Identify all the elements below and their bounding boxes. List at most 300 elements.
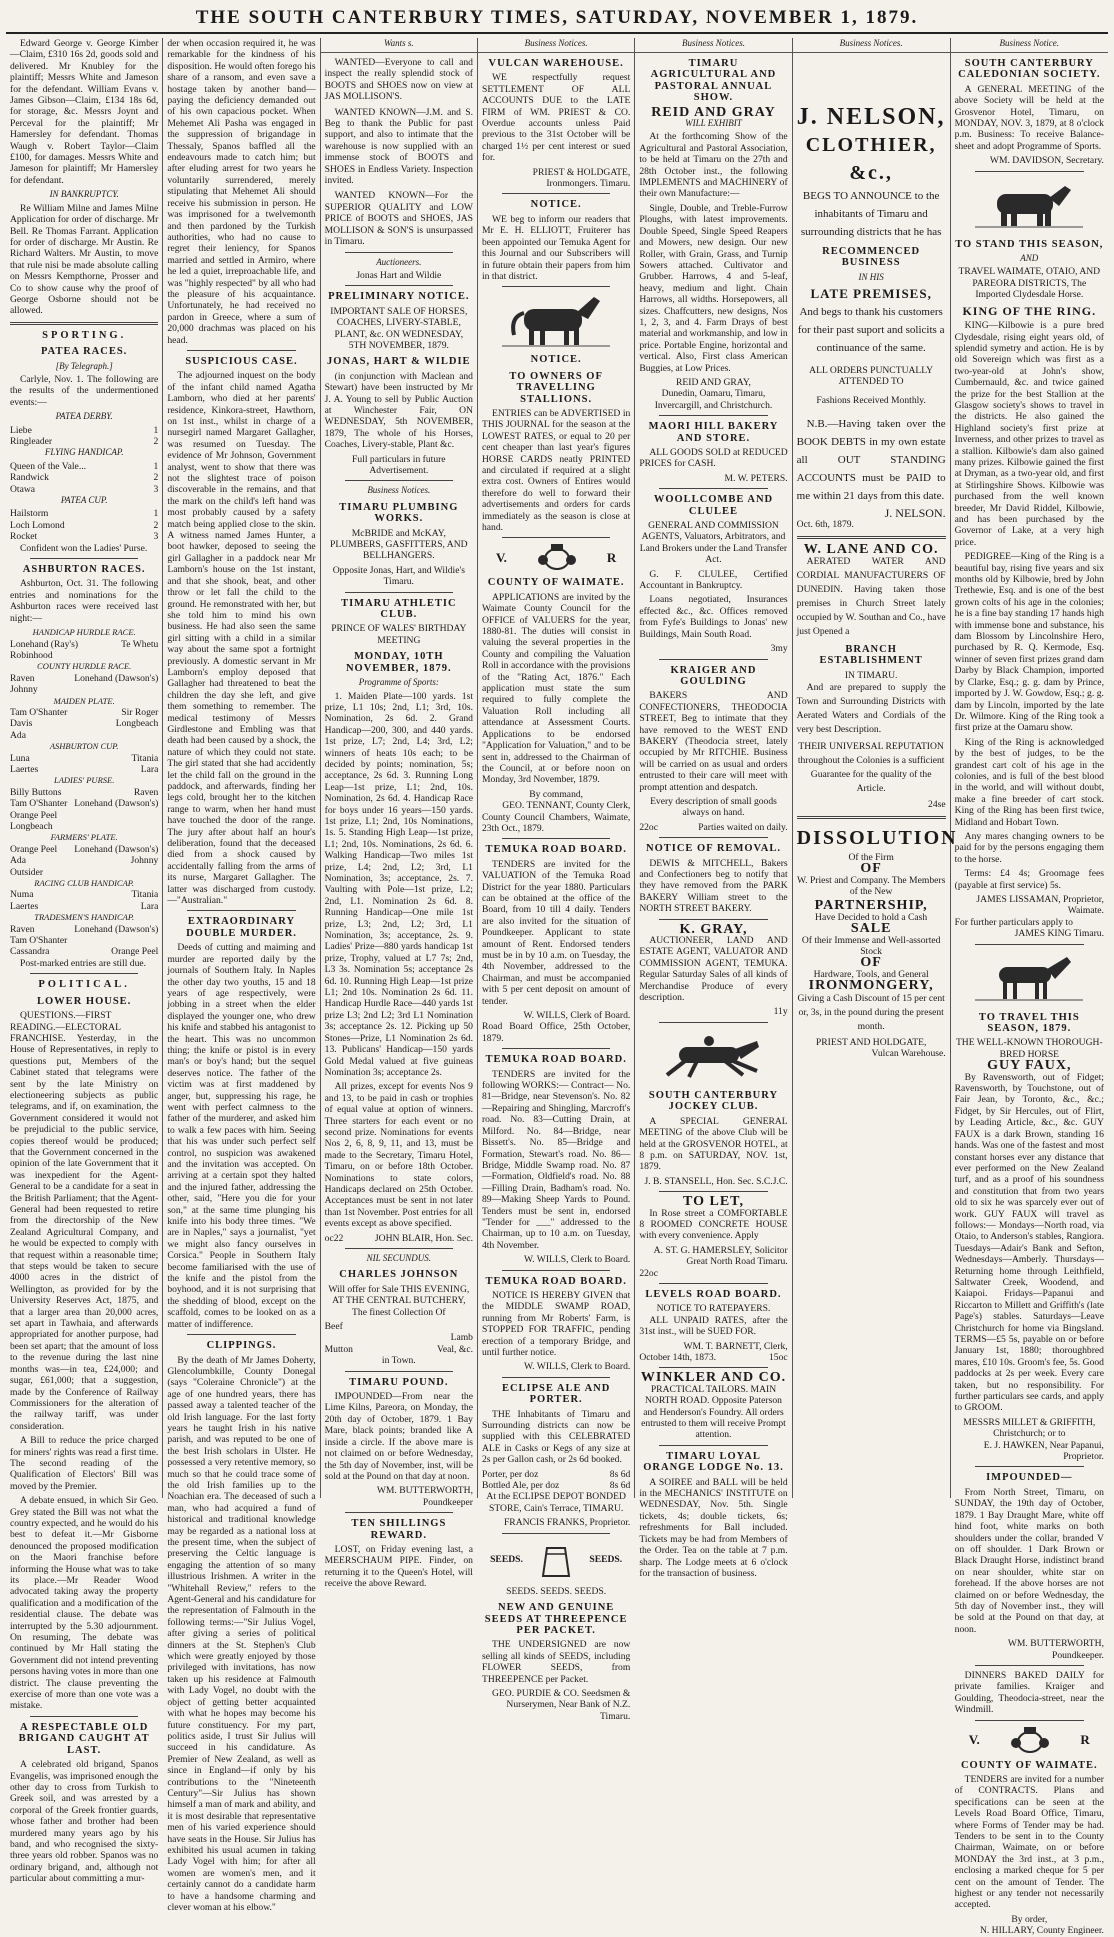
result-right: Lara xyxy=(140,763,159,775)
result-left: Porter, per doz xyxy=(481,1468,539,1480)
result-left: Johnny xyxy=(10,684,38,696)
crest-2 xyxy=(955,1725,1104,1755)
stallions-text: ENTRIES can be ADVERTISED in THIS JOURNAL for the season at the LOWEST RATES, or equal to 20 per cent cheaper than last year's figures HORSE CARDS neatly PRINTED and circulated if required at a slight extra cost. Owners of Entires would therefore do well to forward their advertisements and orders for cards immediately as the season is close at hand. xyxy=(481,407,631,533)
bankruptcy-heading: IN BANKRUPTCY. xyxy=(49,189,119,200)
lost-pipe-text: LOST, on Friday evening last, a MEERSCHAUM PIPE. Finder, on returning it to the Queen's Hotel, will receive the above Reward. xyxy=(324,1543,473,1590)
mares-text: Any mares changing owners to be paid for by the persons engaging them to the horse. xyxy=(954,830,1104,865)
debate-text: A debate ensued, in which Sir Geo. Grey stated the Bill was not what the country expected, and he would do his best to defeat it.—Mr Gisborne denounced the proposed modification on the Maori franchise before informing the House what was to take its place.—Mr Reader Wood advocated taking away the property qualification and a modification of the residential clause. The debate was interrupted by the 5.30 adjournment. On resuming, The debate was continued by Mr Hall stating the Government did not intend preventing persons having votes in more than one district. The clause preventing the exercise of more than one vote was a mistake. xyxy=(10,1495,159,1712)
result-right: Lamb xyxy=(450,1332,473,1344)
travel-districts: TRAVEL WAIMATE, OTAIO, AND PAREORA DISTRICTS, The Imported Clydesdale Horse. xyxy=(958,266,1101,301)
result-row xyxy=(10,472,158,483)
temuka-heading-2: TEMUKA ROAD BOARD. xyxy=(485,1054,627,1066)
result-row xyxy=(10,461,158,472)
flying-handicap: FLYING HANDICAP. xyxy=(44,447,124,458)
result-row xyxy=(10,436,158,447)
result-row xyxy=(10,775,158,786)
result-left: Orange Peel xyxy=(10,843,58,855)
divider xyxy=(345,1371,453,1372)
divider xyxy=(187,910,295,911)
result-left: HANDICAP HURDLE RACE. xyxy=(32,627,136,638)
mcbride-mckay: McBRIDE and McKAY, PLUMBERS, GASFITTERS, AND BELLHANGERS. xyxy=(330,527,468,562)
of-2: OF xyxy=(860,955,882,971)
result-left: Laertes xyxy=(10,763,39,775)
result-right: Te Whetu xyxy=(121,638,159,650)
result-row xyxy=(325,1321,473,1332)
result-row xyxy=(325,1332,473,1343)
result-row xyxy=(10,810,158,821)
result-right: Longbeach xyxy=(115,718,159,730)
hillary: N. HILLARY, County Engineer. xyxy=(979,1925,1104,1937)
lane-code: 24se xyxy=(928,799,946,811)
result-row xyxy=(10,821,158,832)
lodge-text: A SOIREE and BALL will be held in the MECHANICS' INSTITUTE on WEDNESDAY, Nov. 5th. Single tickets, 4s; double tickets, 6s; refreshments for Ball included. Tickets may be had from Members of the Order. Tea on the table at 7 p.m. sharp. The Lodge meets at 6 o'clock for the transaction of business. xyxy=(639,1476,788,1579)
patea-heading: PATEA RACES. xyxy=(41,346,128,358)
sale-text: IMPORTANT SALE OF HORSES, COACHES, LIVERY-STABLE, PLANT, &c. ON WEDNESDAY, 5TH NOVEMBER, 1879. xyxy=(330,305,468,351)
levels-road-board: LEVELS ROAD BOARD. xyxy=(645,1288,782,1300)
will-exhibit: WILL EXHIBIT xyxy=(685,118,742,129)
seeds-repeat: SEEDS. SEEDS. SEEDS. xyxy=(506,1585,607,1597)
patea-intro: Carlyle, Nov. 1. The following are the results of the undermentioned events:— xyxy=(10,373,159,408)
wc-code: 3my xyxy=(770,643,788,655)
maori-hill: MAORI HILL BAKERY AND STORE. xyxy=(648,421,779,444)
orange-lodge: TIMARU LOYAL ORANGE LODGE No. 13. xyxy=(643,1450,784,1474)
charles-johnson: CHARLES JOHNSON xyxy=(339,1269,459,1281)
nil-secundus: NIL SECUNDUS. xyxy=(366,1253,431,1263)
gray-name: K. GRAY, xyxy=(679,921,748,937)
notice-heading-2: NOTICE. xyxy=(530,354,582,366)
result-left: Orange Peel xyxy=(10,809,58,821)
to-let-text: In Rose street a COMFORTABLE 8 ROOMED CONCRETE HOUSE with every convenience. Apply xyxy=(639,1207,788,1242)
priest-holdgate: PRIEST & HOLDGATE, Ironmongers. Timaru. xyxy=(532,166,631,190)
caledonian-text: A GENERAL MEETING of the above Society will be held at the Grosvenor Hotel, Timaru, on MONDAY, NOV. 3, 1879, at 8 o'clock p.m. Business: To receive Balance-sheet and adopt Programme of Sports. xyxy=(954,83,1104,152)
divider xyxy=(345,1512,453,1513)
ad-code: oc22 xyxy=(324,1232,344,1244)
preliminary-notice: PRELIMINARY NOTICE. xyxy=(328,291,470,303)
eclipse-heading: ECLIPSE ALE AND PORTER. xyxy=(501,1382,611,1406)
column-heading: Business Notices. xyxy=(793,38,950,53)
result-row xyxy=(10,889,158,900)
divider xyxy=(975,171,1084,172)
priest-holdgate-sign: PRIEST AND HOLDGATE, xyxy=(815,1036,927,1048)
column-3 xyxy=(321,38,478,1590)
divider xyxy=(30,973,138,974)
result-row xyxy=(482,1469,630,1480)
wc-text: GENERAL AND COMMISSION AGENTS, Valuators, Arbitrators, and Land Brokers under the Land Transfer Act. xyxy=(639,520,788,566)
reward-heading: TEN SHILLINGS REWARD. xyxy=(351,1518,447,1541)
guy-faux: GUY FAUX, xyxy=(987,1058,1072,1074)
blair-name: JOHN BLAIR, Hon. Sec. xyxy=(374,1232,473,1244)
royal-crest-icon xyxy=(1008,1725,1052,1755)
impounded-text: IMPOUNDED—From near the Lime Kilns, Pareora, on Monday, the 20th day of October, 1879. 1 Bay Mare, black points; branded like A inside a circle. If the above mare is not claimed on or before Wednesday, the 5th day of November, inst, will be sold at the Pound on that day at noon. xyxy=(324,1391,473,1482)
column-heading: Business Notices. xyxy=(635,38,791,53)
suspicious-text: The adjourned inquest on the body of the infant child named Agatha Lamborn, who died at her parents' residence, Kinkora-street, Hawthorn, on 1st inst., whilst in charge of a nursegirl named Margaret Gallagher, was resumed on Tuesday. The evidence of Mr Johnson, Government analyst, went to show that there was not the slightest trace of poison discoverable in the remains, and that the mark on the child's left hand was most probably caused by a safety match being applied close to the skin. A witness named James Hunter, a boot hawker, deposed to seeing the girl Gallagher in a paddock near Mr Lamborn's house on the 1st instant, and that she shook, beat, and other throw or let fall the child to the ground. He remonstrated with her, but she told him to mind his own business. He had also seen the same girl sitting with a child in a similar way about the same spot a fortnight previously. A domestic servant in Mr Lamborn's employ deposed that Gallagher had threatened to beat the children the day she left, and give them something to remember. The medical testimony of Messrs Girdlestone and Embling was that death had been caused by a shock, the nature of which they could not state. The girl stated that she had accidently let the child fall on the ground in the paddock, and afterwards, finding her legs cold, brought her to the kitchen range to warm, when her hand must have touched the door of the range. The jury after about half an hour's deliberation, found that the deceased died from a shock caused by accidentally falling from the arms of its nurse, Margaret Gallagher. The latter was discharged from custody.—"Australian." xyxy=(167,370,316,907)
result-row xyxy=(10,901,158,912)
crest-letter-r: R xyxy=(1080,1731,1090,1747)
result-right: 1 xyxy=(153,460,159,472)
butterworth: WM. BUTTERWORTH, Poundkeeper. xyxy=(1007,1638,1104,1661)
column-5 xyxy=(635,38,792,1579)
late-premises: LATE PREMISES, xyxy=(810,286,932,302)
result-left: Ringleader xyxy=(10,436,53,447)
wills-3: W. WILLS, Clerk to Board. xyxy=(523,1361,631,1373)
of-the-firm: Of the Firm xyxy=(848,851,894,863)
franks: FRANCIS FRANKS, Proprietor. xyxy=(503,1517,631,1529)
winkler-text: PRACTICAL TAILORS. MAIN NORTH ROAD. Opposite Paterson and Henderson's Foundry. All orders entrusted to them will receive Prompt attention. xyxy=(641,1383,786,1441)
result-row xyxy=(10,718,158,729)
suspicious-heading: SUSPICIOUS CASE. xyxy=(185,355,298,367)
flying-results xyxy=(10,461,158,495)
divider xyxy=(345,592,453,593)
result-row xyxy=(10,684,158,695)
result-row xyxy=(10,787,158,798)
result-row xyxy=(10,508,158,519)
divider xyxy=(659,837,767,838)
seeds-text: THE UNDERSIGNED are now selling all kinds of SEEDS, including FLOWER SEEDS, from THREEPENCE per Packet. xyxy=(481,1639,631,1685)
cup-results xyxy=(10,508,158,542)
agricultural-show: TIMARU AGRICULTURAL AND PASTORAL ANNUAL SHOW. xyxy=(650,58,777,104)
auctioneers-heading: Auctioneers. xyxy=(376,256,422,267)
result-row xyxy=(10,867,158,878)
result-left: Ada xyxy=(10,729,26,741)
further-particulars: For further particulars apply to xyxy=(954,916,1073,928)
notice-text: WE beg to inform our readers that Mr E. H. ELLIOTT, Fruiterer has been appointed our Temuka Agent for this Journal and our Subscribers will in future obtain their papers from him in that district. xyxy=(481,213,631,282)
divider xyxy=(502,537,610,538)
result-right: 1 xyxy=(153,508,159,520)
poundkeeper: WM. BUTTERWORTH, Poundkeeper xyxy=(376,1485,473,1508)
divider xyxy=(502,1048,610,1049)
new-seeds: NEW AND GENUINE SEEDS AT THREEPENCE PER PACKET. xyxy=(484,1602,628,1636)
divider xyxy=(502,838,610,839)
of-1: OF xyxy=(860,861,882,877)
result-right: Raven xyxy=(133,786,159,798)
result-row xyxy=(10,650,158,661)
lane-text-2: And are prepared to supply the Town and Surrounding Districts with Aerated Waters and Cordials of the very best Description. xyxy=(796,682,946,736)
gray-code: 11y xyxy=(773,1006,788,1018)
divider xyxy=(975,1720,1084,1721)
result-row xyxy=(10,912,158,923)
priest-members: W. Priest and Company. The Members of the New xyxy=(796,874,946,897)
result-left: Longbeach xyxy=(10,821,53,832)
result-left: Numa xyxy=(10,889,34,901)
crest-letter-v: V. xyxy=(968,1731,980,1747)
divider xyxy=(502,286,610,287)
divider xyxy=(975,944,1084,945)
result-left: Raven xyxy=(10,923,35,935)
divider xyxy=(797,536,946,539)
result-right: Titania xyxy=(131,752,159,764)
in-his: IN HIS xyxy=(858,271,884,282)
temuka-heading-3: TEMUKA ROAD BOARD. xyxy=(485,1275,627,1287)
ratepayers-notice: NOTICE TO RATEPAYERS. xyxy=(656,1303,771,1315)
result-row xyxy=(482,1480,630,1491)
wills-1: W. WILLS, Clerk of Board. xyxy=(523,1010,631,1022)
divider xyxy=(659,1022,767,1023)
king-of-the-ring: KING OF THE RING. xyxy=(962,303,1097,318)
millett-griffith: MESSRS MILLET & GRIFFITH, Christchurch; or to xyxy=(963,1416,1096,1440)
divider xyxy=(797,816,946,819)
wanted-ad-3: WANTED KNOWN—For the SUPERIOR QUALITY and LOW PRICE of BOOTS and SHOES, JAS MOLLISON & SON'S is unsurpassed in Timaru. xyxy=(324,190,473,248)
auctioneer-name: Jonas Hart and Wildie xyxy=(356,269,442,281)
barnett-date: October 14th, 1873. xyxy=(639,1352,717,1363)
temuka-text-3: NOTICE IS HEREBY GIVEN that the MIDDLE SWAMP ROAD, running from Mr Roberts' Farm, is STOPPED FOR TRAFFIC, pending erection of a temporary Bridge, and until further notice. xyxy=(481,1289,631,1358)
eclipse-prices xyxy=(482,1469,630,1492)
in-town: in Town. xyxy=(381,1355,416,1367)
lissaman: JAMES LISSAMAN, Proprietor, Waimate. xyxy=(976,894,1104,917)
terms-text: Terms: £4 4s; Groomage fees (payable at first service) 5s. xyxy=(954,868,1104,891)
result-right: 3 xyxy=(153,531,159,543)
nelson-nb: N.B.—Having taken over the BOOK DEBTS in my own estate all OUT STANDING ACCOUNTS must be PAID to me within 21 days from this date. xyxy=(796,417,946,502)
result-row xyxy=(10,878,158,889)
result-left: Otawa xyxy=(10,483,36,495)
kraiger-goulding: KRAIGER AND GOULDING xyxy=(670,664,757,687)
result-row xyxy=(10,832,158,843)
dinners-text: DINNERS BAKED DAILY for private families. Kraiger and Goulding, Theodocia-street, near the Windmill. xyxy=(954,1669,1104,1716)
result-row xyxy=(10,935,158,946)
winkler: WINKLER AND CO. xyxy=(640,1370,787,1386)
ashburton-heading: ASHBURTON RACES. xyxy=(22,564,146,576)
result-right: Orange Peel xyxy=(111,946,159,958)
divider xyxy=(975,1665,1084,1666)
ashburton-entries xyxy=(10,627,158,958)
temuka-text-2: TENDERS are invited for the following WORKS:— Contract— No. 81—Bridge, near Stevenson's. No. 82—Repairing and Shingling, Marcroft's road. No. 83—Cutting Drain, at Milford. No. 84—Bridge, near Bissett's. No. 85—Bridge and Formation, Stewart's road. No. 86—Bridge, Middle Swamp road. No. 87—Formation, Oldfield's road. No. 88—Filling Drain, Badham's road. No. 89—Making Sheep Yards to Pound. Tenders must be sent in, endorsed "Tender for ___" addressed to the Chairman, up to 10 a.m. on Tuesday, 4th November. xyxy=(481,1068,631,1251)
sports-programme: 1. Maiden Plate—100 yards. 1st prize, L1 10s; 2nd, L1; 3rd, 10s. Nomination, 2s 6d. 2. Grand Handicap—200, 300, and 440 yards. 1st prize, L7; 2nd, L4; 3rd, L2; winners of heats 10s each; to be decided by points; nomination, 5s; acceptance, 2s 6d. 3. Running Long Leap—1st prize, L1; 2nd, 10s. Nomination, 2s 6d. 4. Handicap Race for boys under 16 years—150 yards. 1st prize, L1; 2nd, 10s Nominations, 1s. 5. Standing High Leap—1st prize, L1; 2nd, 10s. Nominations, 2s 6d. 6. Walking Handicap—Two miles 1st prize, L4; 2nd, L2; 3rd, L1 Nomination, 3s; acceptance, 2s. 7. Vaulting with Pole—1st prize, L2; 2nd, L1. Nomination 2s 6d. 8. Running Handicap—One mile 1st prize, L3; 2nd, L2; 3rd, L1 Nomination, 3s; acceptance, 2s. 9. Ladies' Prize—880 yards handicap 1st prize, Trophy, valued at L7 7s; 2nd, L3 3s. Nomination 5s; acceptance 2s 6d. 10. Running High Leap—1st prize L1; 2nd 10s. Nomination 2s 6d. 11. Handicap Hurdle Race—440 yards 1st prize L3; 2nd L2; 3rd L1 Nomination 3s; acceptance 2s. 12. Picking up 50 Stones—Prize, L1 Nomination 2s 6d. 13. Publicans' Handicap—150 yards Gold Medal valued at five guineas Nomination 3s; acceptance 2s. xyxy=(324,690,473,1078)
result-right: 1 xyxy=(153,424,159,436)
meat-list xyxy=(325,1321,473,1355)
ladies-purse: Confident won the Ladies' Purse. xyxy=(20,542,148,554)
result-left: Tam O'Shanter xyxy=(10,706,68,718)
woollcombe-clulee: WOOLLCOMBE AND CLULEE xyxy=(653,494,774,517)
result-row xyxy=(10,764,158,775)
result-row xyxy=(10,946,158,957)
questions-text: QUESTIONS.—FIRST READING.—ELECTORAL FRANCHISE. Yesterday, in the House of Representatives, in reply to questions put, Members of the Cabinet stated that telegrams were sent by the late Ministry on electioneering subjects as public telegrams, and if, on examination, the Government considered it would not be prejudicial to the public service, copies thereof would be produced; that the Government concerned in the opinion of the late Government that it was inexpedient for the Agent-General to be a candidate for a seat in the British Parliament; that the Agent-General had been requested to retire from the directorship of the New Zealand Agricultural Company, and he would be expected to comply with that request within a reasonable time; that steps would be taken to secure 4000 acres in the district of Wellington, as provided for by the University Reserves Act, 1875, and that a larger area than 20,000 acres, set apart in Tawhaia, and afterwards appropriated for another purpose, had been set apart; that the amount of loss to the revenue during the last nine months was—in tea, £24,000; and sugar, £61,000; that a suggestion, made by the Conference of Railway Commissioners for the alteration of the railway tariff, was under consideration. xyxy=(10,1010,159,1432)
impounded-heading: IMPOUNDED— xyxy=(986,1472,1073,1484)
crest-letter-r: R xyxy=(606,549,617,565)
divider xyxy=(659,488,767,489)
brigand-heading: A RESPECTABLE OLD BRIGAND CAUGHT AT LAST. xyxy=(18,1721,150,1756)
vulcan-heading: VULCAN WAREHOUSE. xyxy=(488,58,624,69)
result-row xyxy=(10,627,158,638)
butchery-text: Will offer for Sale THIS EVENING, AT THE CENTRAL BUTCHERY, The finest Collection Of xyxy=(328,1283,470,1318)
orders-attended: ALL ORDERS PUNCTUALLY ATTENDED TO xyxy=(809,364,934,388)
result-row xyxy=(10,696,158,707)
vulcan-text: WE respectfully request SETTLEMENT OF ALL ACCOUNTS DUE to the LATE FIRM of WM. PRIEST & CO. Overdue accounts unless Paid previous to the 31st October will be charged 1½ per cent interest or sued for. xyxy=(481,72,631,164)
peters: M. W. PETERS. xyxy=(724,472,788,484)
divider xyxy=(659,415,767,416)
result-row xyxy=(10,531,158,542)
result-left: MAIDEN PLATE. xyxy=(53,695,115,706)
reputation: THEIR UNIVERSAL REPUTATION throughout the Colonies is a sufficient Guarantee for the quality of the Article. xyxy=(797,741,945,795)
result-left: TRADESMEN'S HANDICAP. xyxy=(34,912,135,923)
nelson-heading: J. NELSON, xyxy=(796,104,946,130)
to-let-code: 22oc xyxy=(639,1267,658,1279)
divider xyxy=(345,285,453,286)
eclipse-depot: At the ECLIPSE DEPOT BONDED STORE, Cain's Terrace, TIMARU. xyxy=(486,1491,626,1514)
jhw-text: (in conjunction with Maclean and Stewart) have been instructed by Mr J. A. Young to sell by Public Auction at Winchester Fair, ON WEDNESDAY, 5th NOVEMBER, 1879, The whole of his Horses, Coaches, Livery-stable, Plant &c. xyxy=(324,370,473,451)
wanted-ad-1: WANTED—Everyone to call and inspect the really splendid stock of BOOTS and SHOES now on view at JAS MOLLISON'S. xyxy=(324,57,473,103)
divider xyxy=(345,1248,453,1249)
result-right: Lara xyxy=(140,900,159,912)
result-row xyxy=(10,844,158,855)
by-order: By order, xyxy=(1011,1913,1048,1925)
result-left: Rocket xyxy=(10,531,38,543)
double-murder-heading: EXTRAORDINARY DOUBLE MURDER. xyxy=(186,916,297,939)
racehorse-illustration xyxy=(653,1027,773,1085)
prizes-text: All prizes, except for events Nos 9 and 13, to be paid in cash or trophies of equal value at option of winners. Three starters for each event or no second prize. Nominations for events Nos 2, 6, 8, 9, 11, and 13, must be made to the Secretary, Timaru Hotel, Timaru, on or before 18th October. Nominations to state colors, Handicaps declared on 25th October. Acceptances must be sent in not later than 1st November. Post entries for all events except as above specified. xyxy=(324,1081,473,1230)
result-left: COUNTY HURDLE RACE. xyxy=(37,661,132,672)
guy-text: By Ravensworth, out of Fidget; Ravensworth, by Touchstone, out of Fair Jean, by Toronto, &c., &c.; Fidget, by Sir Hercules, out of Flirt, by Leading Article, &c., &c. GUY FAUX is a dark Brown, standing 16 hands. Was one of the fastest and most constant horses ever any distance that ever performed on the New Zealand turf, and as a proof of his soundness and constitution that from two years old to six he was sparcely ever out of work. GUY FAUX will travel as follows:— Mondays—North road, via Otaio, to Anderson's stables, Rangiora. Tuesdays—Adair's Bank and Sefton, Wednesdays—Amberly. Thursdays—Returning home through Leithfield, Saltwater Creek, Woodend, and Kaiapoi. Fridays—Papanui and Riccarton to Millett and Griffith's (late Page's) stables. Saturdays—Leave Christchurch for home via Bingsland. TERMS—£5 5s, payable on or before January 1st, 1880; thoroughbred mares, £10 10s. Groom's fee, 5s. Good paddocks at 2s per week. Every care taken, but no responsibility. For further particulars see cards, and apply to GROOM. xyxy=(954,1071,1104,1414)
result-right: Lonehand (Dawson's) xyxy=(74,798,159,810)
column-2 xyxy=(163,38,320,1913)
in-timaru: IN TIMARU. xyxy=(844,669,898,681)
purdie: GEO. PURDIE & CO. Seedsmen & Nurserymen, Near Bank of N.Z. Timaru. xyxy=(492,1687,631,1722)
result-left: Bottled Ale, per doz xyxy=(481,1480,560,1492)
column-4 xyxy=(478,38,635,1722)
thoroughbred-horse: THE WELL-KNOWN THOROUGH-BRED HORSE xyxy=(955,1037,1103,1060)
result-row xyxy=(10,707,158,718)
crest xyxy=(482,542,630,572)
thoroughbred-illustration xyxy=(969,949,1089,1007)
result-row xyxy=(10,425,158,436)
business-notices-heading: Business Notices. xyxy=(367,485,431,496)
seeds-label: SEEDS. xyxy=(490,1553,523,1565)
waimate-heading: COUNTY OF WAIMATE. xyxy=(960,1759,1098,1771)
columns xyxy=(6,38,1108,1937)
clippings-heading: CLIPPINGS. xyxy=(206,1340,277,1352)
lane-text: AERATED WATER AND CORDIAL MANUFACTURERS OF DUNEDIN. Having taken those premises in Church Street lately occupied by W. Southan and Co., have just Opened a xyxy=(796,556,946,638)
result-left: LADIES' PURSE. xyxy=(53,775,115,786)
result-left: Luna xyxy=(10,752,30,764)
result-row xyxy=(10,855,158,866)
clothier-heading: CLOTHIER, &c., xyxy=(805,134,937,184)
mcbride-address: Opposite Jonas, Hart, and Wildie's Timaru. xyxy=(332,564,465,588)
divider xyxy=(659,1191,767,1192)
kg-text: BAKERS AND CONFECTIONERS, THEODOCIA STREET, Beg to intimate that they have removed to the WEST END BAKERY (Theodocia street, lately occupied by Mr RITCHIE. Business will be carried on as usual and orders entrusted to their care will meet with prompt attention and despatch. xyxy=(639,690,788,793)
result-row xyxy=(10,730,158,741)
divider xyxy=(502,1533,610,1534)
and-word: AND xyxy=(1020,253,1039,264)
seed-sack-icon xyxy=(539,1540,573,1580)
nelson-thanks: And begs to thank his customers for their past suport and solicits a continuance of the same. xyxy=(797,305,945,354)
result-row xyxy=(10,661,158,672)
to-let: TO LET, xyxy=(683,1194,744,1210)
hamersley: A. ST. G. HAMERSLEY, Solicitor Great North Road Timaru. xyxy=(653,1244,788,1268)
divider xyxy=(187,350,295,351)
valuers-text: APPLICATIONS are invited by the Waimate County Council for the OFFICE of VALUERS for the year, 1880-81. The duties will consist in valuing the several properties in the County and compiling the Valuation Roll in accordance with the provisions of the "Rating Act, 1876." Each application must state the sum required to fully complete the Valuation Roll including all attendance at Assessment Courts. Applications to be endorsed "Application for Valuation," and to be sent in, addressed to the Chairman of the Council, at or before noon on Monday, 3rd November, 1879. xyxy=(481,591,631,786)
county-heading: COUNTY OF WAIMATE. xyxy=(487,577,625,589)
divider xyxy=(659,1283,767,1284)
nelson-date: Oct. 6th, 1879. xyxy=(796,519,854,531)
dewis-text: DEWIS & MITCHELL, Bakers and Confectioners beg to notify that they have removed from the PARK BAKERY William street to the NORTH STREET BAKERY. xyxy=(639,857,788,915)
kg-footer xyxy=(639,822,787,833)
court-cases: Edward George v. George Kimber—Claim, £310 16s 2d, goods sold and delivered. Mr Knubley for the plaintiff; Messrs White and Jameson for the defendant. William Evans v. James Gibson—Claim, £134 18s 6d, for storage, &c. Messrs Joynt and Perceval for the plaintiff; Mr Hamersley for defendant. Thomas Waugh v. Robert Taylor—Claim £100, for damages. Messrs White and Jameson for plaintiff; Mr Hamersley for defendant. xyxy=(10,38,159,186)
brigand-continued: der when occasion required it, he was remarkable for the kindness of his disposition. He would often forego his share of a ransom, and even save a hostage taken by another band—paying the deficiency demanded out of his own capacious pocket. When Mehemet Ali Pasha was engaged in the suppression of brigandage in Thessaly, Spanos baffled all the endeavours made to catch him; but after eluding arrest for two years he voluntarily surrendered, merely stipulating that Mehemet Ali should receive his submission in person. He was imprisoned for a twelvemonth and then pardoned by the Turkish authorities, who had no cause to regret their leniency, for Spanos married and settled in Armiro, where he led a quiet, irreproachable life, and was "highly respected" by all who had the pleasure of his acquaintance. Unfortunately, he had received no pardon in Greece, where a sum of 20,000 drachmas was placed on his head. xyxy=(167,38,316,346)
jockey-club: SOUTH CANTERBURY JOCKEY CLUB. xyxy=(648,1089,779,1113)
machines-list: Single, Double, and Treble-Furrow Ploughs, with latest improvements. Double Speed, Single Speed Reapers and Mowers, new design. Our new Roller, with Grain, Grass, and Turnip Sowers attached. Cultivator and Grubber. Harrows, 4 and 5-leaf, heavy, medium and light. Chain Harrows, all widths. Horsepowers, all sizes. Chaffcutters, new designs, Nos 1, 2, 3, and 4. Farm Drays of best material and workmanship, and low in price. Portable Engine, horizontal and vertical. Also, First class American Buggies, at Low Prices. xyxy=(639,202,788,374)
result-left: Queen of the Vale... xyxy=(10,460,87,472)
plumbing-heading: TIMARU PLUMBING WORKS. xyxy=(339,501,459,525)
notice-heading: NOTICE. xyxy=(530,199,582,211)
barnett-footer xyxy=(639,1352,787,1363)
result-right: Lonehand (Dawson's) xyxy=(74,843,159,855)
nelson-sign: J. NELSON. xyxy=(884,505,946,520)
result-row xyxy=(10,639,158,650)
result-left: Tam O'Shanter xyxy=(10,935,68,947)
divider xyxy=(659,659,767,660)
stansell: J. B. STANSELL, Hon. Sec. S.C.J.C. xyxy=(644,1175,788,1187)
result-left: Ada xyxy=(10,855,26,867)
eclipse-text: THE Inhabitants of Timaru and Surrounding districts can now be supplied with this CELEBRATED ALE in Casks or Kegs of any size at 2s per Gallon cash, or 2s 6d booked. xyxy=(481,1408,631,1466)
result-right: Lonehand (Dawson's) xyxy=(74,923,159,935)
prince-of-wales-meeting: PRINCE OF WALES' BIRTHDAY MEETING xyxy=(331,623,467,646)
result-left: Lonehand (Ray's) xyxy=(10,638,79,650)
result-right: 3 xyxy=(153,483,159,495)
wills-2: W. WILLS, Clerk to Board. xyxy=(523,1254,631,1266)
have-decided: Have Decided to hold a Cash xyxy=(815,911,928,923)
fashions: Fashions Received Monthly. xyxy=(816,395,926,407)
result-left: Mutton xyxy=(324,1343,353,1355)
gray-text: AUCTIONEER, LAND AND ESTATE AGENT, VALUATOR AND COMMISSION AGENT, TEMUKA. Regular Saturday Sales of all kinds of Merchandise Produce of every description. xyxy=(639,935,788,1004)
ironmongery: IRONMONGERY, xyxy=(808,978,934,994)
seeds-banner xyxy=(482,1540,630,1580)
reid-gray-sign: REID AND GRAY, xyxy=(676,376,751,388)
branch-establishment: BRANCH ESTABLISHMENT xyxy=(819,644,923,667)
result-right: 8s 6d xyxy=(609,1480,631,1492)
james-king: JAMES KING Timaru. xyxy=(1014,928,1104,940)
result-left: RACING CLUB HANDICAP. xyxy=(34,878,135,889)
result-right: 2 xyxy=(153,436,159,447)
contracts-text: TENDERS are invited for a number of CONTRACTS. Plans and specifications can be seen at the Levels Road Board Office, Timaru, where Forms of Tender may be had. Tenders to be sent in to the County Chairman, Waimate, on or before MONDAY the 3rd inst., at 3 p.m., enclosing a marked cheque for 5 per cent on the amount of Tender. The highest or any tender not necessarily accepted. xyxy=(954,1774,1104,1911)
jockey-text: A SPECIAL GENERAL MEETING of the above Club will be held at the GROSVENOR HOTEL, at 8 p.m. on SATURDAY, NOV. 1st, 1879. xyxy=(639,1115,788,1173)
divider xyxy=(502,1270,610,1271)
result-right: 8s 6d xyxy=(609,1468,631,1480)
jonas-hart-wildie: JONAS, HART & WILDIE xyxy=(327,356,471,368)
result-row xyxy=(325,1344,473,1355)
result-row xyxy=(10,741,158,752)
clippings-text: By the death of Mr James Doherty, Glencolumbkille, County Donegal (says "Coleraine Chronicle") at the age of one hundred years, there has passed away a talented teacher of the old Irish language. For the last forty years he taught Irish in his native parish, and was reputed to be one of the best Irish scholars in Ulster. He possessed a very retentive memory, so much so that he could trace some of the old Irish families up to the Noachian era. The deceased of such a man, who had acquired a fund of historical and traditional knowledge may be regarded as a national loss at the present time, when the subject of preserving the Celtic language is engaging the attention of so many illustrious Irishmen. A writer in the "Whitehall Review," refers to the Agent-General and his candidature for the representation of Falmouth in the following terms:—"Sir Julius Vogel, after giving a series of political dinners at the St. Stephen's Club which were greatly enjoyed by those privileged with invitations, has now taken up his residence at Falmouth with Lady Vogel, no doubt with the object of getting better acquainted with what he hopes may become his future constituency. For my part, politics aside, I trust Sir Julius will succeed in his candidature. As Premier of New Zealand, as well as since in England—if only by his contributions to the "Nineteenth Century"—Sir Julius has shown himself a man of mark and ability, and it is most desirable that representative men of his varied experience should have seats in the House. Sir Julius has exhibited his usual acumen in taking Lady Vogel with him; for after all women are women's men, and it certainly cannot do a candidate harm to have a handsome charming and clever woman at his elbow." xyxy=(167,1354,316,1913)
ashburton-intro: Ashburton, Oct. 31. The following entries and nominations for the Ashburton races were received last night:— xyxy=(10,578,159,624)
to-stand: TO STAND THIS SEASON, xyxy=(955,238,1104,250)
result-left: Tam O'Shanter xyxy=(10,798,68,810)
divider xyxy=(187,1334,295,1335)
post-marked: Post-marked entries are still due. xyxy=(20,957,147,969)
peters-text: ALL GOODS SOLD at REDUCED PRICES for CASH. xyxy=(639,447,788,470)
bankruptcy-text: Re William Milne and James Milne Application for order of discharge. Mr Bell. Re Thomas Farrant. Application for order of discharge. Mr Austin. Re Richard Walters. Mr Austin, to move that rule nisi be made absolute calling on Messrs Kempthorne, Prosser and Co to show cause why the proof of George Osborne should not be allowed. xyxy=(10,202,159,317)
timaru-pound: TIMARU POUND. xyxy=(349,1376,449,1388)
result-left: Loch Lomond xyxy=(10,519,65,531)
result-left: Billy Buttons xyxy=(10,786,62,798)
result-left: FARMERS' PLATE. xyxy=(50,832,118,843)
divider xyxy=(502,1377,610,1378)
council-chambers: County Council Chambers, Waimate, 23th Oct., 1879. xyxy=(481,811,631,834)
travel-this-season: TO TRAVEL THIS SEASON, 1879. xyxy=(978,1011,1080,1035)
royal-crest-icon xyxy=(535,542,579,572)
column-heading: Business Notice. xyxy=(951,38,1108,53)
result-right: Titania xyxy=(131,889,159,901)
political-heading: POLITICAL. xyxy=(38,979,130,991)
immense-stock: Of their Immense and Well-assorted Stock xyxy=(801,934,941,957)
meeting-date: MONDAY, 10TH NOVEMBER, 1879. xyxy=(345,651,452,674)
hawken: E. J. HAWKEN, Near Papanui, Proprietor. xyxy=(983,1439,1104,1463)
result-row xyxy=(10,673,158,684)
divider xyxy=(975,1466,1084,1467)
wanted-ad-2: WANTED KNOWN—J.M. and S. Beg to thank the Public for past support, and also to intimate that the warehouse is now supplied with an immense stock of BOOTS and SHOES in Endless Variety. Inspection invited. xyxy=(324,106,473,187)
kg-small-goods: Every description of small goods always on hand. xyxy=(650,795,777,819)
result-left: Robinhood xyxy=(10,649,53,661)
tennant: GEO. TENNANT, County Clerk, xyxy=(502,800,631,812)
full-particulars: Full particulars in future Advertisement. xyxy=(352,453,446,476)
reid-and-gray: REID AND GRAY xyxy=(651,104,776,120)
reid-text: At the forthcoming Show of the Agricultural and Pastoral Association, to be held at Timaru on the 27th and 28th October inst., the following IMPLEMENTS and MACHINERY of their own Manufacture:— xyxy=(639,131,788,200)
